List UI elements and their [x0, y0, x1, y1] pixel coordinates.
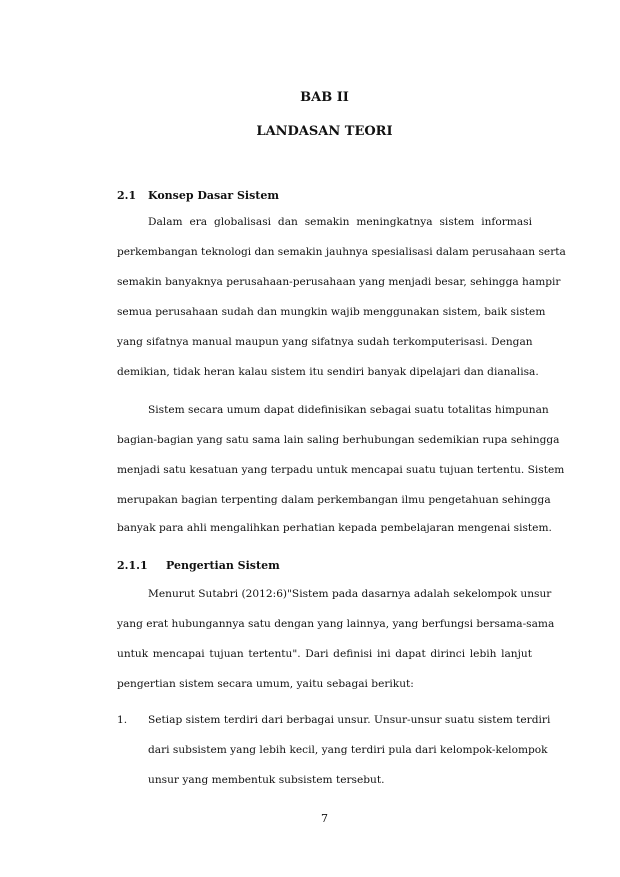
subsection-title: Pengertian Sistem [166, 559, 280, 572]
paragraph-line: banyak para ahli mengalihkan perhatian kepada pembelajaran mengenai sistem. [117, 522, 552, 534]
section-title: Konsep Dasar Sistem [148, 189, 280, 202]
list-item-line: Setiap sistem terdiri dari berbagai unsur. Unsur-unsur suatu sistem terdiri [148, 714, 551, 726]
paragraph-line: Dalam era globalisasi dan semakin meningkatnya sistem informasi [148, 216, 532, 228]
paragraph-line: untuk mencapai tujuan tertentu". Dari definisi ini dapat dirinci lebih lanjut [117, 648, 532, 660]
section-number: 2.1 [117, 189, 137, 202]
chapter-label: BAB II [300, 90, 349, 105]
paragraph-line: semua perusahaan sudah dan mungkin wajib menggunakan sistem, baik sistem [117, 306, 546, 318]
subsection-number: 2.1.1 [117, 559, 148, 572]
paragraph-line: Sistem secara umum dapat didefinisikan sebagai suatu totalitas himpunan [148, 404, 549, 416]
paragraph-line: bagian-bagian yang satu sama lain saling berhubungan sedemikian rupa sehingga [117, 434, 560, 446]
paragraph-line: yang erat hubungannya satu dengan yang lainnya, yang berfungsi bersama-sama [117, 618, 555, 630]
paragraph-line: Menurut Sutabri (2012:6)"Sistem pada dasarnya adalah sekelompok unsur [148, 588, 552, 600]
paragraph-line: demikian, tidak heran kalau sistem itu sendiri banyak dipelajari dan dianalisa. [117, 366, 539, 378]
paragraph-line: pengertian sistem secara umum, yaitu sebagai berikut: [117, 678, 414, 690]
list-marker: 1. [117, 714, 128, 726]
list-item-line: dari subsistem yang lebih kecil, yang terdiri pula dari kelompok-kelompok [148, 744, 548, 756]
paragraph-line: yang sifatnya manual maupun yang sifatnya sudah terkomputerisasi. Dengan [117, 336, 533, 348]
paragraph-line: menjadi satu kesatuan yang terpadu untuk mencapai suatu tujuan tertentu. Sistem [117, 464, 565, 476]
page-number: 7 [321, 812, 328, 825]
list-item-line: unsur yang membentuk subsistem tersebut. [148, 774, 385, 786]
chapter-title: LANDASAN TEORI [256, 124, 393, 139]
paragraph-line: semakin banyaknya perusahaan-perusahaan yang menjadi besar, sehingga hampir [117, 276, 561, 288]
paragraph-line: merupakan bagian terpenting dalam perkembangan ilmu pengetahuan sehingga [117, 494, 551, 506]
paragraph-line: perkembangan teknologi dan semakin jauhnya spesialisasi dalam perusahaan serta [117, 246, 566, 258]
